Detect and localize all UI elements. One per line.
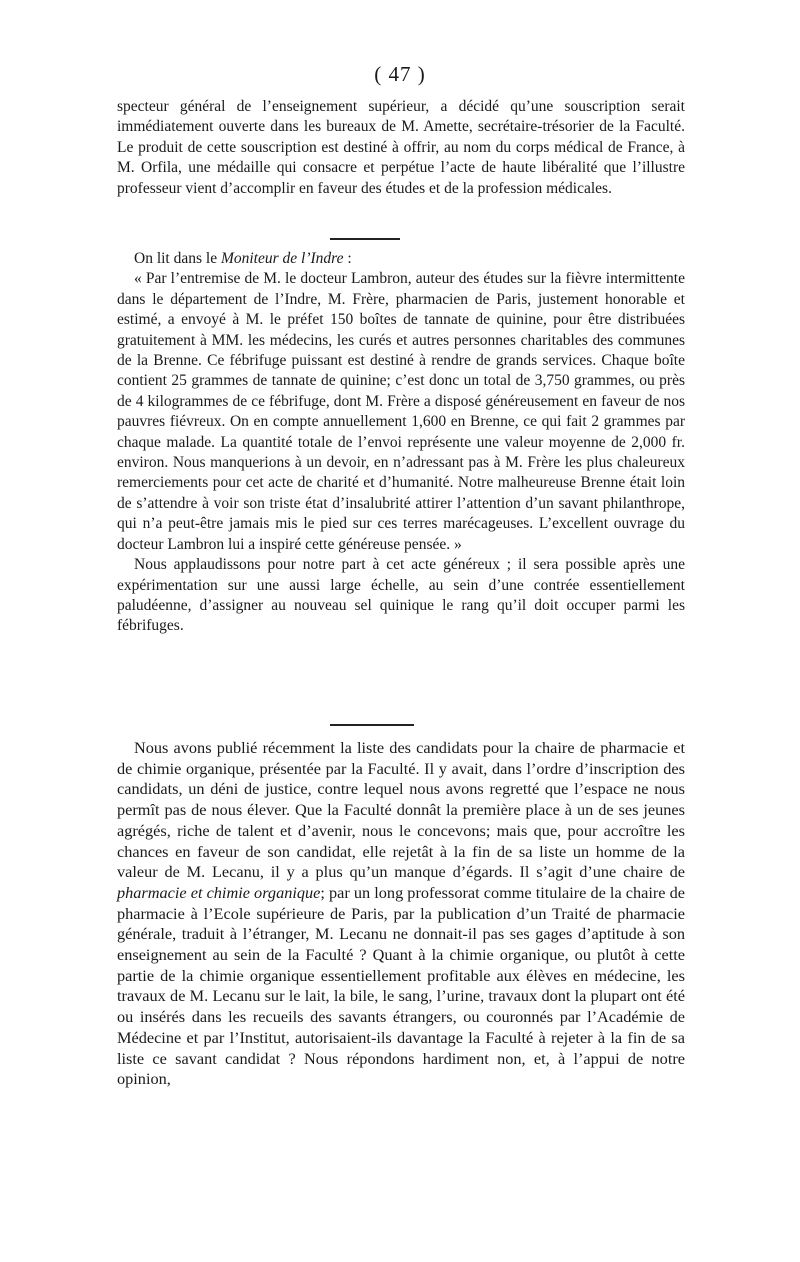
section-divider <box>330 238 400 240</box>
section-divider <box>330 724 414 726</box>
source-title: Moniteur de l’Indre <box>220 250 344 267</box>
orfila-subscription-paragraph <box>117 97 685 199</box>
page-number: ( 47 ) <box>374 62 426 86</box>
quotation-intro <box>117 249 685 269</box>
paragraph-text: specteur général de l’enseignement supérieur, a décidé qu’une souscription serait immédiatement ouverte dans les bureaux de M. Amette, secrétaire-trésorier de la Faculté. Le produit de cette souscription est destiné à offrir, au nom du corps médical de France, à M. Orfila, une médaille qui consacre et perpétue l’acte de haute libéralité que l’illustre professeur vient d’accomplir en faveur des études et de la profession médicales. <box>117 98 685 197</box>
italic-phrase: pharmacie et chimie organique <box>117 882 321 902</box>
intro-prefix: On lit dans le <box>134 250 221 267</box>
chair-candidates-section <box>117 738 685 1090</box>
editorial-comment: Nous applaudissons pour notre part à cet acte généreux ; il sera possible après une expérimentation sur une aussi large échelle, au sein d’une contrée essentiellement paludéenne, d’assigner au nouveau sel quinique le rang qu’il doit occuper parmi les fébrifuges. <box>117 556 685 635</box>
paragraph-text-part: Nous avons publié récemment la liste des candidats pour la chaire de pharmacie et de chimie organique, présentée par la Faculté. Il y avait, dans l’ordre d’inscription des candidats, un déni de justice, contre lequel nous avons regretté que l’espace ne nous permît pas de nous élever. Que la Faculté donnât la première place à un de ses jeunes agrégés, riche de talent et d’avenir, nous le concevons; mais que, pour accroître les chances en faveur de son candidat, elle rejetât à la fin de sa liste un homme de la valeur de M. Lecanu, il y a plus qu’un manque d’égards. Il s’agit d’une chaire de <box>117 738 685 882</box>
intro-suffix: : <box>343 250 352 267</box>
paragraph-text-part: ; par un long professorat comme titulaire de la chaire de pharmacie à l’Ecole supérieure de Paris, par la publication d’un Traité de pharmacie générale, traduit à l’étranger, M. Lecanu ne donnait-il pas ses gages d’aptitude à son enseignement au sein de la Faculté ? Quant à la chimie organique, ou plutôt à cette partie de la chimie organique essentiellement profitable aux élèves en médecine, les travaux de M. Lecanu sur le lait, la bile, le sang, l’urine, travaux dont la plupart ont été ou insérés dans les recueils des savants étrangers, ou couronnés par l’Académie de Médecine et par l’Institut, autorisaient-ils davantage la Faculté à rejeter à la fin de sa liste ce savant candidat ? Nous répondons hardiment non, et, à l’appui de notre opinion, <box>117 882 685 1089</box>
moniteur-quotation-section <box>117 249 685 637</box>
quoted-article: « Par l’entremise de M. le docteur Lambron, auteur des études sur la fièvre intermittente dans le département de l’Indre, M. Frère, pharmacien de Paris, justement honorable et estimé, a envoyé à M. le préfet 150 boîtes de tannate de quinine, pour être distribuées gratuitement à MM. les médecins, les curés et autres personnes charitables des communes de la Brenne. Ce fébrifuge puissant est destiné à rendre de grands services. Chaque boîte contient 25 grammes de tannate de quinine; c’est donc un total de 3,750 grammes, ou près de 4 kilogrammes de ce fébrifuge, dont M. Frère a disposé généreusement en faveur de nos pauvres fiévreux. On en compte annuellement 1,600 en Brenne, ce qui fait 2 grammes par chaque malade. La quantité totale de l’envoi représente une valeur moyenne de 2,000 fr. environ. Nous manquerions à un devoir, en n’adressant pas à M. Frère les plus chaleureux remerciements pour cet acte de charité et d’humanité. Notre malheureuse Brenne était loin de s’attendre à voir son triste état d’insalubrité attirer l’attention d’un savant philanthrope, qui n’a peut-être jamais mis le pied sur ces terres marécageuses. L’excellent ouvrage du docteur Lambron lui a inspiré cette généreuse pensée. » <box>117 270 685 553</box>
candidates-paragraph <box>117 738 685 1090</box>
